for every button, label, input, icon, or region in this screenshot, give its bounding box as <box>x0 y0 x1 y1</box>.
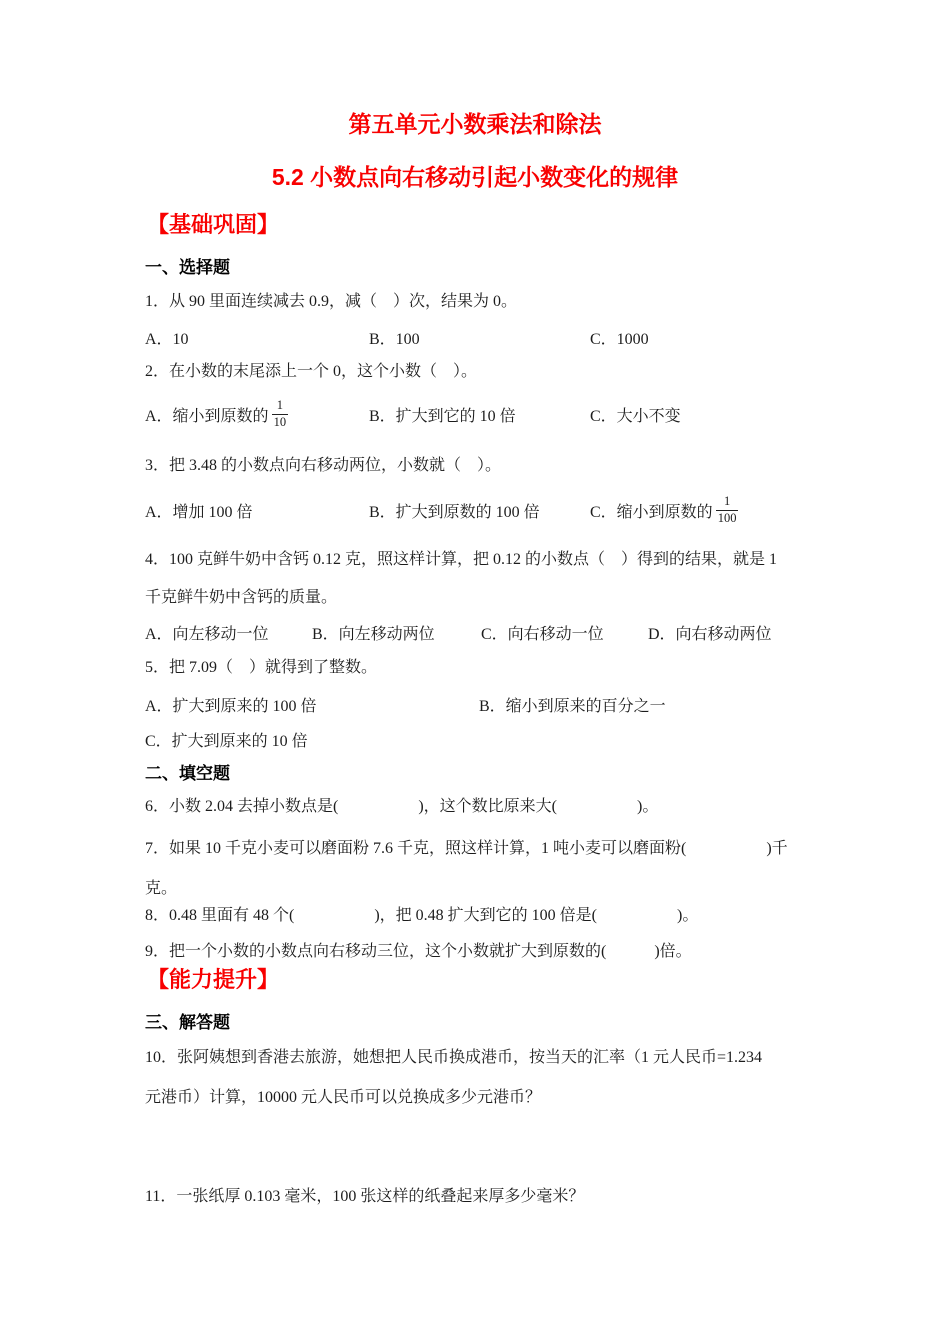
question-3-options <box>0 486 950 534</box>
part-header-solve: 三、解答题 <box>145 1013 230 1032</box>
question-5-text: 5．把 7.09（ ）就得到了整数。 <box>145 659 378 676</box>
fraction-one-hundredth <box>716 494 739 526</box>
option-4-a: A．向左移动一位 <box>145 625 269 643</box>
question-2-text: 2．在小数的末尾添上一个 0，这个小数（ ）。 <box>145 363 478 380</box>
question-11-text: 11．一张纸厚 0.103 毫米，100 张这样的纸叠起来厚多少毫米？ <box>145 1188 585 1205</box>
question-1-text: 1．从 90 里面连续减去 0.9，减（ ）次，结果为 0。 <box>145 293 518 310</box>
question-5-options-row2 <box>0 728 950 750</box>
question-1-options <box>0 326 950 348</box>
option-4-c: C．向右移动一位 <box>481 625 604 643</box>
option-4-d: D．向右移动两位 <box>648 625 772 643</box>
section-header-basics: 【基础巩固】 <box>147 212 280 237</box>
option-5-a: A．扩大到原来的 100 倍 <box>145 697 317 715</box>
question-4-text-line1: 4．100 克鲜牛奶中含钙 0.12 克，照这样计算，把 0.12 的小数点（ ）得到的结果，就是 1 <box>145 551 778 568</box>
question-9-text: 9．把一个小数的小数点向右移动三位，这个小数就扩大到原数的( )倍。 <box>145 943 692 960</box>
fraction-denominator: 100 <box>717 510 737 525</box>
question-10-text-line1: 10．张阿姨想到香港去旅游，她想把人民币换成港币，按当天的汇率（1 元人民币=1.234 <box>145 1049 763 1066</box>
question-2-options <box>0 390 950 438</box>
fraction-numerator: 1 <box>723 493 731 508</box>
option-2-a-label: A．缩小到原数的 <box>145 407 269 425</box>
part-header-fill-blank: 二、填空题 <box>145 764 230 783</box>
option-2-c: C．大小不变 <box>590 407 681 425</box>
part-header-choice: 一、选择题 <box>145 258 230 277</box>
question-6-text: 6．小数 2.04 去掉小数点是( )，这个数比原来大( )。 <box>145 798 659 815</box>
option-3-c-label: C．缩小到原数的 <box>590 503 713 521</box>
page-title: 第五单元小数乘法和除法 <box>348 111 602 137</box>
question-7-text-line2: 克。 <box>145 880 178 897</box>
option-4-b: B．向左移动两位 <box>312 625 435 643</box>
question-7-text-line1: 7．如果 10 千克小麦可以磨面粉 7.6 千克，照这样计算，1 吨小麦可以磨面粉( )千 <box>145 840 788 857</box>
section-header-ability: 【能力提升】 <box>147 967 280 992</box>
option-5-b: B．缩小到原来的百分之一 <box>479 697 666 715</box>
option-1-b: B．100 <box>369 330 420 348</box>
question-10-text-line2: 元港币）计算，10000 元人民币可以兑换成多少元港币？ <box>145 1089 542 1106</box>
option-2-a <box>145 390 288 438</box>
option-2-b: B．扩大到它的 10 倍 <box>369 407 516 425</box>
question-4-options <box>0 621 950 643</box>
fraction-one-tenth <box>272 398 289 430</box>
fraction-numerator: 1 <box>276 397 283 412</box>
page-subtitle: 5.2 小数点向右移动引起小数变化的规律 <box>271 164 679 190</box>
option-3-b: B．扩大到原数的 100 倍 <box>369 503 540 521</box>
question-5-options-row1 <box>0 693 950 715</box>
option-3-c <box>590 486 738 534</box>
question-4-text-line2: 千克鲜牛奶中含钙的质量。 <box>145 589 338 606</box>
option-1-a: A．10 <box>145 330 189 348</box>
option-5-c: C．扩大到原来的 10 倍 <box>145 732 308 750</box>
option-1-c: C．1000 <box>590 330 649 348</box>
question-8-text: 8．0.48 里面有 48 个( )，把 0.48 扩大到它的 100 倍是( )。 <box>145 907 699 924</box>
option-3-a: A．增加 100 倍 <box>145 503 253 521</box>
question-3-text: 3．把 3.48 的小数点向右移动两位，小数就（ ）。 <box>145 457 502 474</box>
fraction-denominator: 10 <box>273 414 287 429</box>
